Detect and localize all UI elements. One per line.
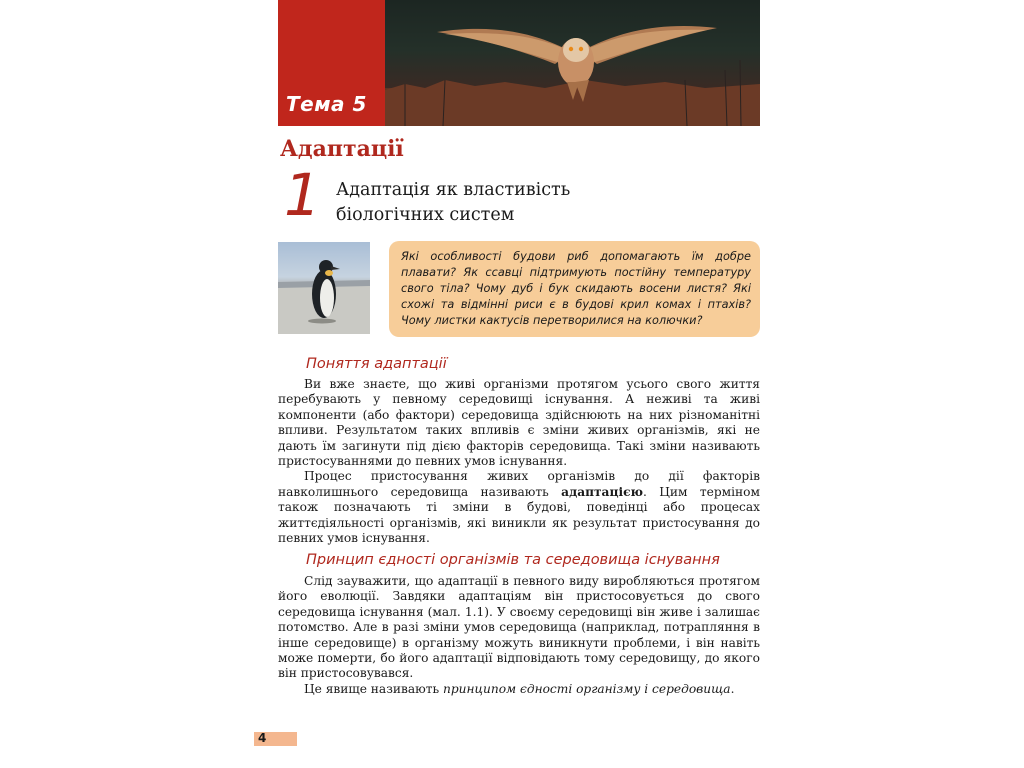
- questions-box: [389, 241, 760, 337]
- section1-body: [278, 377, 760, 546]
- section2-p2-end: .: [730, 681, 735, 696]
- section2-paragraph2: [278, 682, 760, 697]
- section-heading-adaptation-concept: Поняття адаптації: [306, 356, 447, 372]
- section2-body: [278, 574, 760, 697]
- textbook-page: [258, 0, 760, 768]
- section-heading-unity-principle: Принцип єдності організмів та середовища існування: [306, 552, 720, 568]
- topic-label: Тема 5: [286, 92, 367, 116]
- section2-paragraph1: Слід зауважити, що адаптації в певного виду виробляються протягом його еволюції. Завдяки адаптаціям він пристосовується до свого середовища існування (мал. 1.1). У своєму середовищі він живе і залишає потомство. Але в разі зміни умов середовища (наприклад, потрапляння в інше середовище) в організму можуть виникнути проблеми, і він навіть може померти, бо його адаптації відповідають тому середовищу, до якого він пристосовувався.: [278, 574, 760, 681]
- term-unity-principle: принципом єдності організму і середовища: [442, 681, 731, 696]
- lesson-title-line1: Адаптація як властивість: [336, 180, 571, 200]
- header-banner: [278, 0, 760, 126]
- section1-paragraph2: [278, 469, 760, 546]
- section2-p2-start: Це явище називають: [304, 681, 443, 696]
- lesson-number: 1: [284, 161, 321, 229]
- section1-p2-end: . Цим терміном також позначають ті зміни в будові, поведінці або процесах життєдіяльності організмів, які виникли як результат пристосування до певних умов існування.: [278, 484, 760, 546]
- penguin-photo: [278, 242, 370, 334]
- questions-text: Які особливості будови риб допомагають їм добре плавати? Як ссавці підтримують постійну температуру свого тіла? Чому дуб і бук скидають восени листя? Які схожі та відмінні риси є в будові крил комах і птахів? Чому листки кактусів перетворилися на колючки?: [401, 250, 751, 327]
- owl-photo: [385, 0, 760, 126]
- lesson-title-line2: біологічних систем: [336, 205, 515, 225]
- section1-p2-start: Процес пристосування живих організмів до дії факторів навколишнього середовища називають: [278, 469, 760, 499]
- section1-paragraph1: Ви вже знаєте, що живі організми протягом усього свого життя перебувають у певному середовищі існування. А неживі та живі компоненти (або фактори) середовища здійснюють на них різноманітні впливи. Результатом таких впливів є зміни живих організмів, які не дають їм загинути під дією факторів середовища. Такі зміни називають пристосуваннями до певних умов існування.: [278, 377, 760, 469]
- lesson-title: [336, 178, 636, 228]
- page-number: 4: [258, 731, 267, 745]
- chapter-title: Адаптації: [280, 136, 404, 162]
- term-adaptation: адаптацією: [561, 484, 644, 499]
